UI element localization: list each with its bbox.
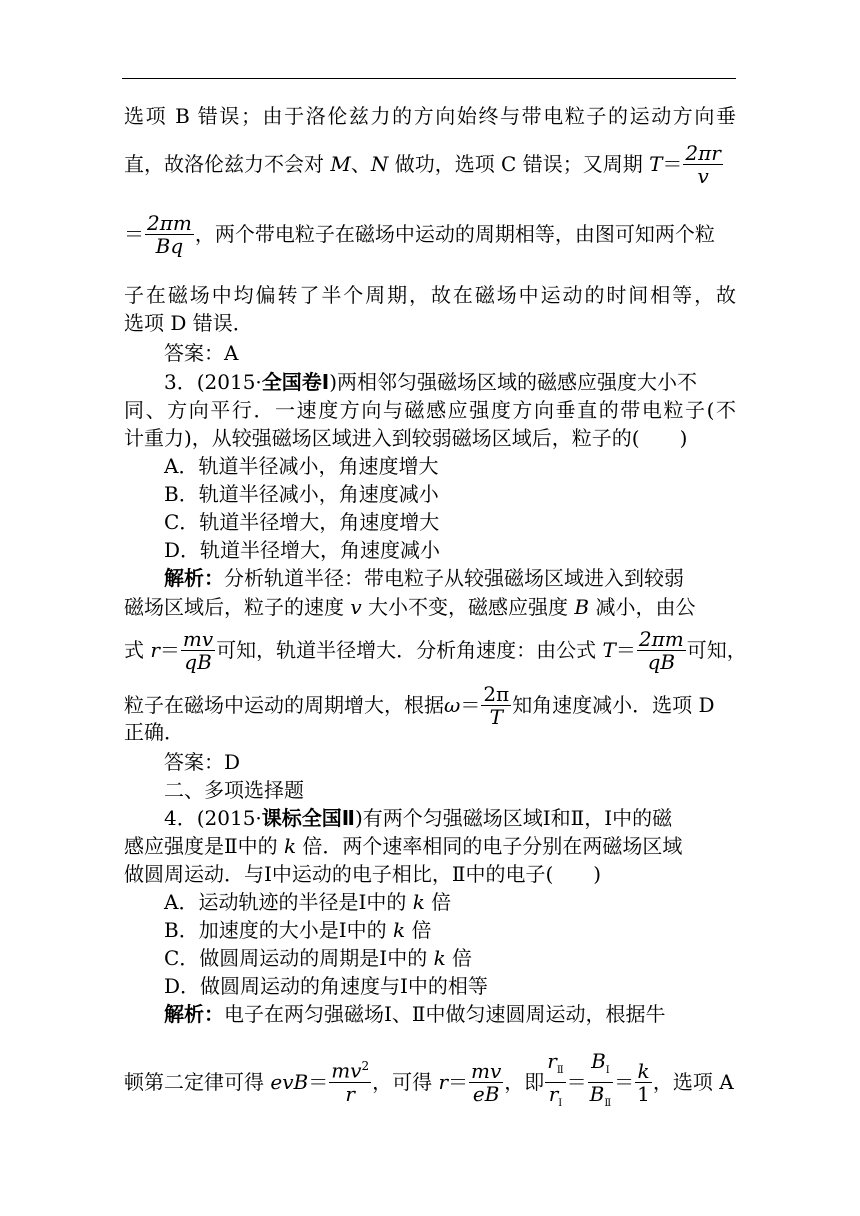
answer-line bbox=[164, 750, 736, 774]
fraction-2pim-over-qB bbox=[637, 628, 686, 673]
text-line bbox=[124, 426, 736, 450]
var-r: r bbox=[438, 1070, 449, 1094]
text: A．轨道半径减小，角速度增大 bbox=[164, 454, 439, 478]
var-k: k bbox=[412, 890, 425, 914]
numerator: k bbox=[637, 1059, 650, 1083]
equals: ＝ bbox=[159, 638, 180, 662]
denominator: qB bbox=[181, 650, 215, 673]
text: r bbox=[548, 1082, 559, 1106]
fraction-2pim-over-Bq bbox=[145, 212, 194, 257]
denominator bbox=[545, 1082, 565, 1115]
text: 二、多项选择题 bbox=[164, 778, 304, 802]
denominator: Bq bbox=[145, 234, 194, 257]
numerator: 2πr bbox=[685, 141, 721, 165]
solution-line bbox=[164, 1002, 736, 1026]
var-N: N bbox=[370, 152, 389, 176]
text-line bbox=[124, 311, 736, 335]
subscript: Ⅰ bbox=[605, 1065, 610, 1076]
var-T: T bbox=[649, 152, 663, 176]
text: 倍 bbox=[424, 890, 452, 914]
text-line bbox=[124, 720, 736, 744]
subscript: Ⅱ bbox=[604, 1098, 612, 1109]
text: 4．(2015· bbox=[164, 806, 262, 830]
text: 知角速度减小．选项 D bbox=[512, 693, 715, 717]
var-v: v bbox=[350, 595, 362, 619]
text: 磁场区域后，粒子的速度 bbox=[124, 595, 351, 619]
fraction-mv-over-qB bbox=[181, 628, 215, 673]
text: D．做圆周运动的角速度与Ⅰ中的相等 bbox=[164, 974, 488, 998]
text: B bbox=[591, 1049, 606, 1073]
text: 电子在两匀强磁场Ⅰ、Ⅱ中做匀速圆周运动，根据牛 bbox=[224, 1002, 666, 1026]
option-D bbox=[164, 974, 736, 998]
text: 大小不变，磁感应强度 bbox=[361, 595, 575, 619]
text: 做圆周运动．与Ⅰ中运动的电子相比，Ⅱ中的电子( ) bbox=[124, 862, 602, 886]
answer: 答案：D bbox=[164, 750, 241, 774]
text: 可知，轨道半径增大．分析角速度：由公式 bbox=[216, 638, 603, 662]
header-rule bbox=[122, 78, 736, 79]
text-line bbox=[124, 862, 736, 886]
answer: 答案：A bbox=[164, 341, 239, 365]
text: D．轨道半径增大，角速度减小 bbox=[164, 538, 441, 562]
text: 直，故洛伦兹力不会对 bbox=[124, 152, 331, 176]
text-line bbox=[124, 104, 736, 128]
fraction-rII-over-rI bbox=[545, 1050, 565, 1115]
equals: ＝ bbox=[566, 1070, 587, 1094]
equals: ＝ bbox=[662, 152, 683, 176]
text: 3．(2015· bbox=[164, 370, 262, 394]
denominator: T bbox=[481, 705, 511, 728]
question-4-line bbox=[164, 806, 736, 830]
text: 分析轨道半径：带电粒子从较强磁场区域进入到较弱 bbox=[224, 566, 684, 590]
equals: ＝ bbox=[614, 1070, 635, 1094]
equals: ＝ bbox=[124, 222, 144, 246]
section-heading bbox=[164, 778, 736, 802]
option-B bbox=[164, 918, 736, 942]
source: 课标全国Ⅱ bbox=[261, 806, 355, 830]
fraction-mv-over-eB bbox=[469, 1060, 503, 1105]
var-k: k bbox=[433, 946, 446, 970]
text: 倍 bbox=[405, 918, 432, 942]
numerator: 2πm bbox=[147, 211, 192, 235]
var-evB: evB bbox=[270, 1070, 309, 1094]
equals: ＝ bbox=[448, 1070, 469, 1094]
text-line bbox=[124, 283, 736, 307]
text: )有两个匀强磁场区域Ⅰ和Ⅱ，Ⅰ中的磁 bbox=[354, 806, 673, 830]
equals: ＝ bbox=[460, 693, 481, 717]
question-3-line bbox=[164, 370, 736, 394]
text: ，选项 A bbox=[652, 1070, 734, 1094]
text: 式 bbox=[124, 638, 151, 662]
text: 子在磁场中均偏转了半个周期，故在磁场中运动的时间相等，故 bbox=[124, 283, 736, 307]
denominator: v bbox=[683, 164, 722, 187]
text: 顿第二定律可得 bbox=[124, 1070, 271, 1094]
text: 、 bbox=[350, 152, 371, 176]
numerator: mv bbox=[471, 1059, 502, 1083]
denominator: qB bbox=[637, 650, 686, 673]
text: ，即 bbox=[504, 1070, 545, 1094]
var-T: T bbox=[602, 638, 616, 662]
option-C bbox=[164, 946, 736, 970]
text: C．轨道半径增大，角速度增大 bbox=[164, 510, 440, 534]
equals: ＝ bbox=[308, 1070, 329, 1094]
solution-line bbox=[164, 566, 736, 590]
var-B: B bbox=[574, 595, 590, 619]
text-line bbox=[124, 834, 736, 858]
text-line bbox=[124, 212, 736, 257]
option-A bbox=[164, 890, 736, 914]
var-omega: ω bbox=[444, 693, 461, 717]
numerator bbox=[545, 1050, 565, 1082]
text: 粒子在磁场中运动的周期增大，根据 bbox=[124, 693, 444, 717]
numerator bbox=[588, 1050, 614, 1082]
text: 做功，选项 C 错误；又周期 bbox=[388, 152, 650, 176]
text: 选项 D 错误． bbox=[124, 311, 253, 335]
subscript: Ⅱ bbox=[556, 1065, 564, 1076]
source: 全国卷Ⅰ bbox=[261, 370, 330, 394]
text: 正确． bbox=[124, 720, 184, 744]
text: 选项 B 错误；由于洛伦兹力的方向始终与带电粒子的运动方向垂 bbox=[124, 104, 736, 128]
text: ，两个带电粒子在磁场中运动的周期相等，由图可知两个粒 bbox=[194, 222, 715, 246]
numerator: mv bbox=[182, 627, 214, 651]
text: B bbox=[589, 1082, 605, 1106]
text: r bbox=[547, 1049, 557, 1073]
fraction-BI-over-BII bbox=[588, 1050, 614, 1115]
text: ，可得 bbox=[372, 1070, 439, 1094]
subscript: Ⅰ bbox=[558, 1098, 563, 1109]
text-line bbox=[124, 627, 747, 674]
equals: ＝ bbox=[615, 638, 636, 662]
denominator bbox=[588, 1082, 614, 1115]
text: B．轨道半径减小，角速度减小 bbox=[164, 482, 439, 506]
denominator: eB bbox=[469, 1082, 503, 1105]
numerator: 2πm bbox=[638, 627, 684, 651]
var-k: k bbox=[283, 834, 297, 858]
numerator bbox=[329, 1055, 371, 1082]
text: A．运动轨迹的半径是Ⅰ中的 bbox=[164, 890, 413, 914]
denominator: 1 bbox=[637, 1082, 650, 1106]
numerator: 2π bbox=[483, 682, 510, 706]
var-k: k bbox=[392, 918, 406, 942]
text: C．做圆周运动的周期是Ⅰ中的 bbox=[164, 946, 434, 970]
text-line bbox=[124, 142, 736, 187]
text-line bbox=[124, 398, 736, 422]
option-B bbox=[164, 482, 736, 506]
fraction-2pir-over-v bbox=[683, 142, 722, 187]
text: 同、方向平行．一速度方向与磁感应强度方向垂直的带电粒子(不 bbox=[124, 398, 736, 422]
fraction-k-over-1 bbox=[635, 1060, 652, 1105]
text: 减小，由公 bbox=[589, 595, 696, 619]
text: 倍．两个速率相同的电子分别在两磁场区域 bbox=[296, 834, 683, 858]
var-r: r bbox=[150, 638, 160, 662]
option-C bbox=[164, 510, 736, 534]
text: mv bbox=[331, 1059, 362, 1083]
text-line bbox=[124, 1050, 736, 1115]
option-D bbox=[164, 538, 736, 562]
text: 可知， bbox=[686, 638, 747, 662]
option-A bbox=[164, 454, 736, 478]
text: B．加速度的大小是Ⅰ中的 bbox=[164, 918, 393, 942]
text: )两相邻匀强磁场区域的磁感应强度大小不 bbox=[329, 370, 698, 394]
answer-line bbox=[164, 341, 736, 365]
solution-label: 解析： bbox=[164, 1002, 224, 1026]
fraction-mv2-over-r bbox=[329, 1055, 371, 1105]
var-M: M bbox=[330, 152, 351, 176]
text: 倍 bbox=[445, 946, 473, 970]
denominator: r bbox=[329, 1082, 371, 1105]
exponent: 2 bbox=[361, 1059, 370, 1074]
text: 感应强度是Ⅱ中的 bbox=[124, 834, 284, 858]
text: 计重力)，从较强磁场区域进入到较弱磁场区域后，粒子的( ) bbox=[124, 426, 688, 450]
solution-label: 解析： bbox=[164, 566, 224, 590]
text-line bbox=[124, 595, 736, 619]
